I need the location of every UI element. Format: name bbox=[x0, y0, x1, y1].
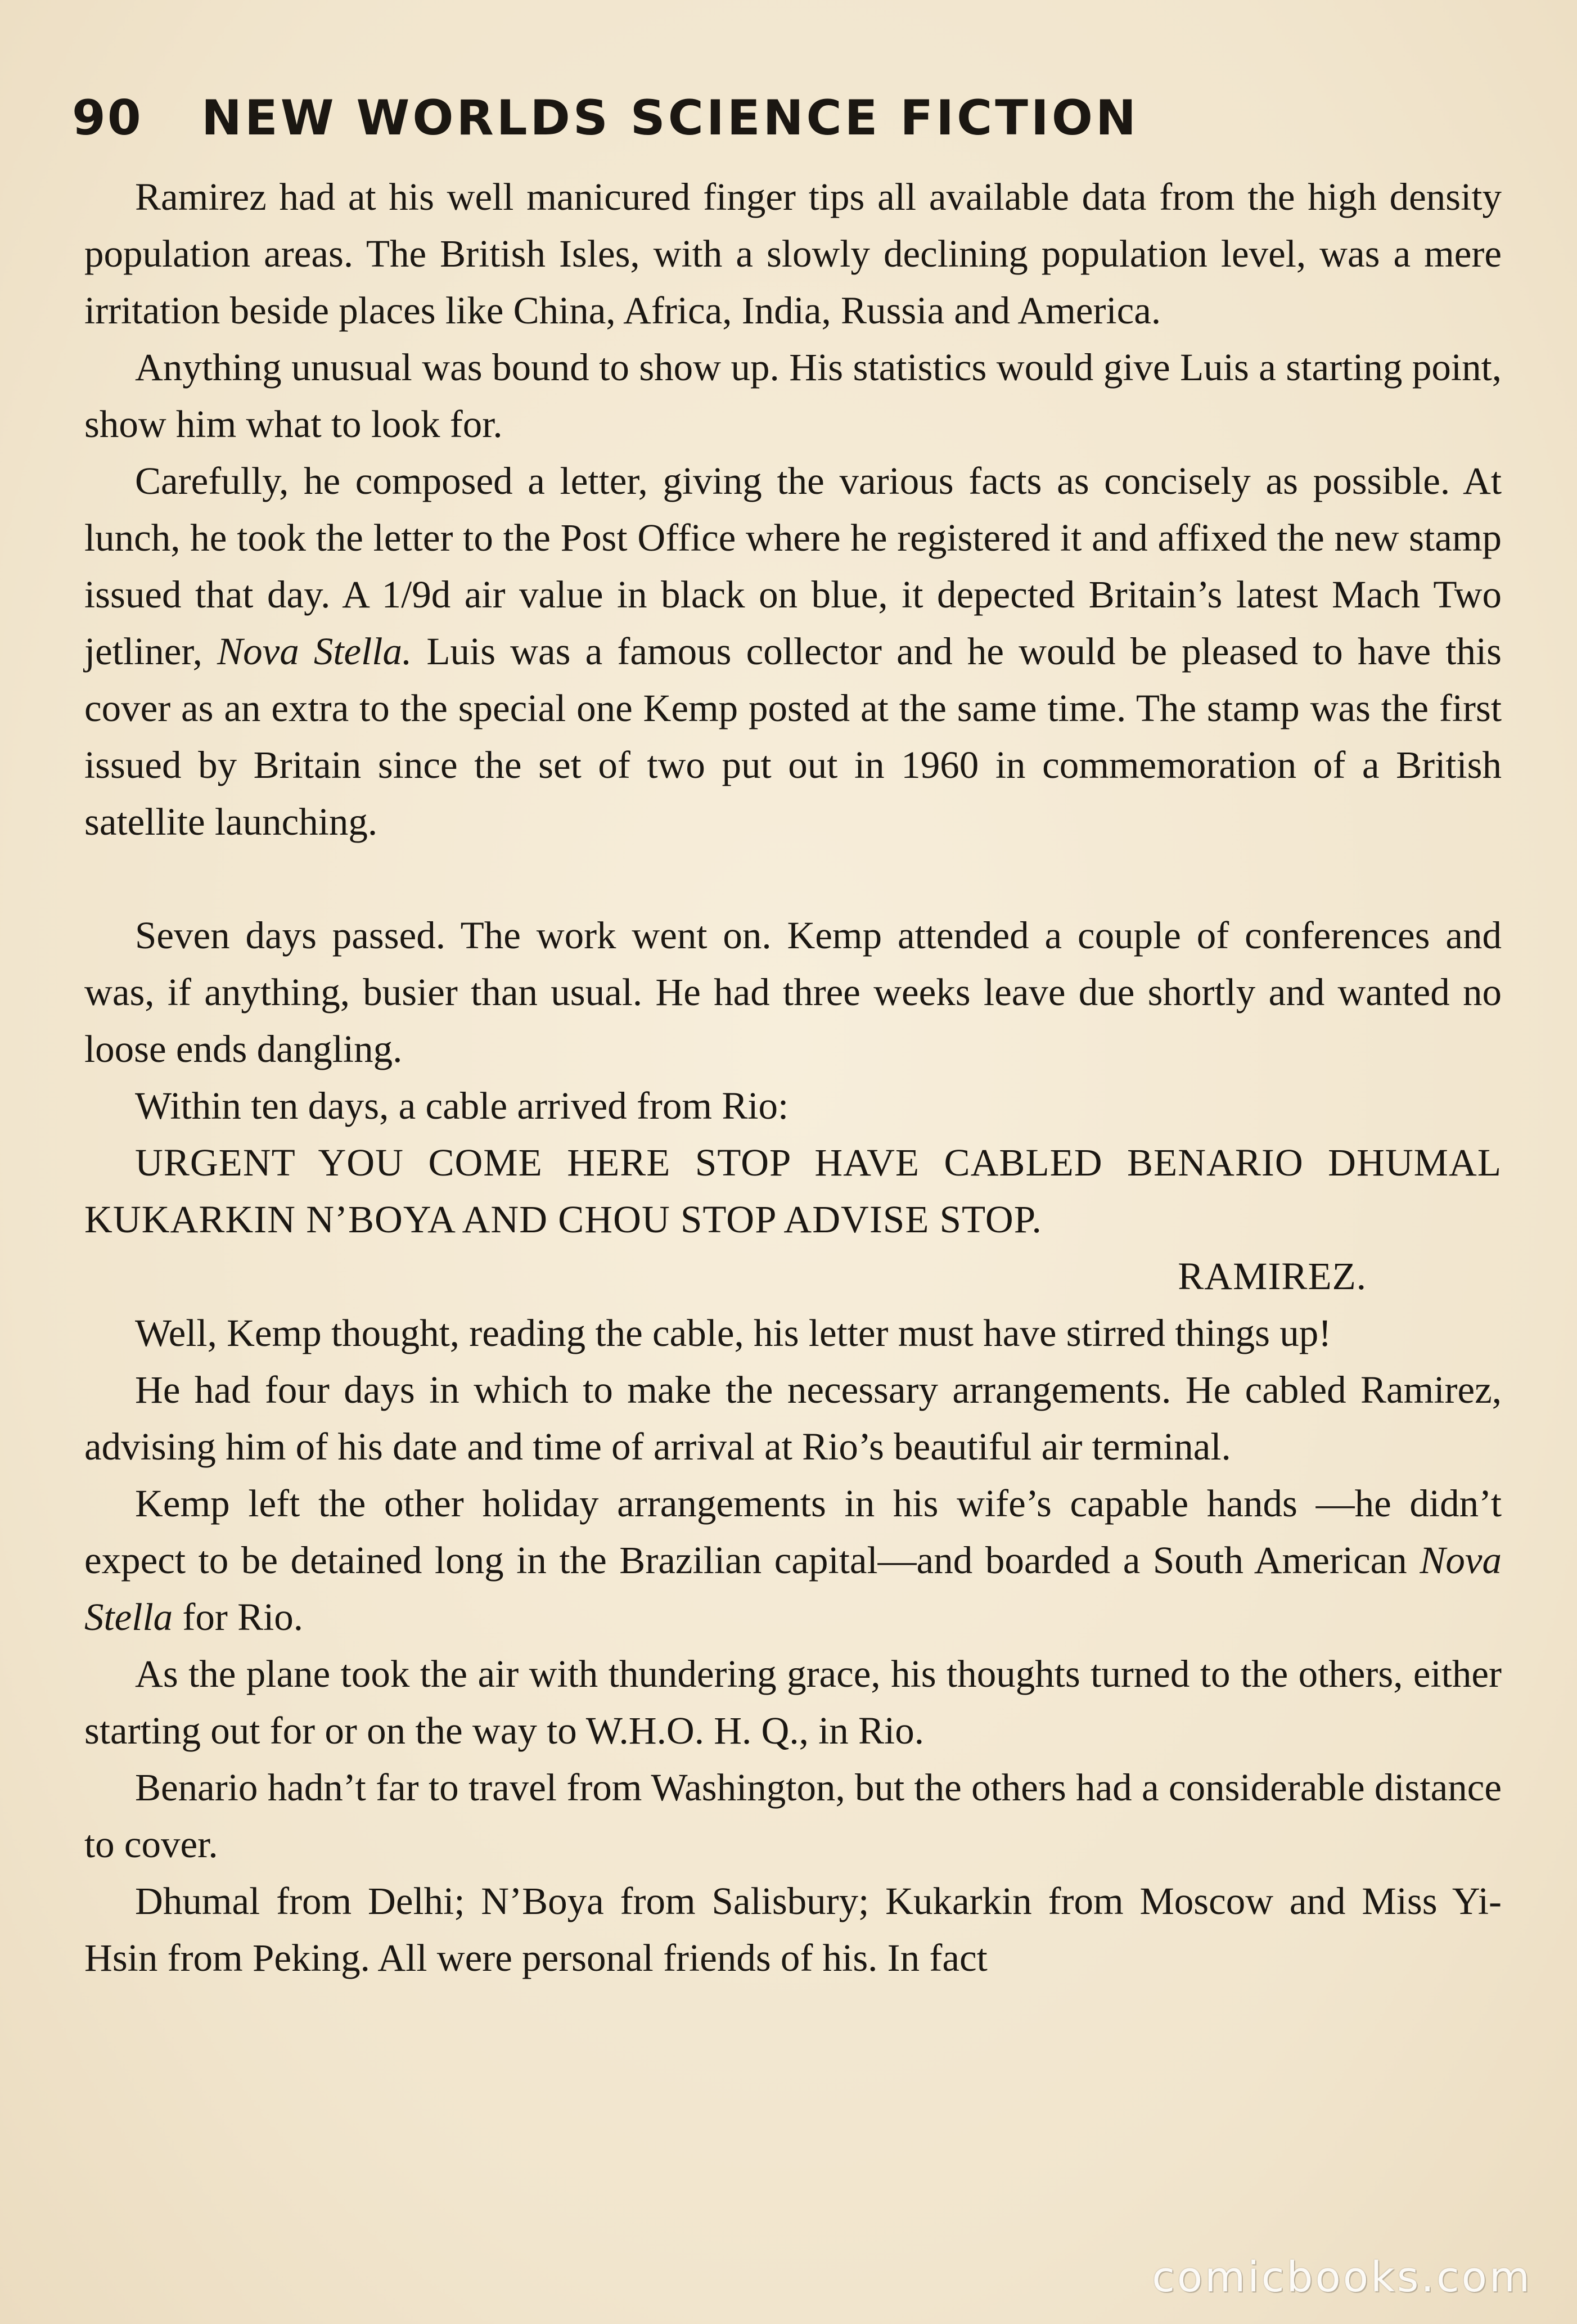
running-title: NEW WORLDS SCIENCE FICTION bbox=[201, 90, 1139, 146]
paragraph-text: Carefully, he composed a letter, giving the various facts as concisely as possible. At lunch, he took the letter to the Post Office where he registered it and affixed the new stamp issued that day. A 1/9d air value in black on blue, it depected Britain’s latest Mach Two jetliner, bbox=[84, 460, 1502, 673]
section-break bbox=[84, 850, 1502, 907]
paragraph-text: Luis was a famous collector and he would be pleased to have this cover as an extra to the special one Kemp posted at the same time. The stamp was the first issued by Britain since the set of two put out in 1960 in commemoration of a British satellite launching. bbox=[84, 630, 1502, 843]
paragraph-text: for Rio. bbox=[173, 1596, 304, 1638]
page-header bbox=[72, 79, 1523, 157]
paragraph-cable-arrived: Within ten days, a cable arrived from Rio: bbox=[135, 1084, 789, 1127]
paragraph-four-days: He had four days in which to make the necessary arrangements. He cabled Ramirez, advising him of his date and time of arrival at Rio’s beautiful air terminal. bbox=[84, 1368, 1502, 1468]
italic-ship-name: Nova Stella bbox=[84, 1539, 1502, 1638]
paragraph-composed-letter bbox=[84, 453, 1502, 850]
italic-ship-name: Nova Stella. bbox=[217, 630, 412, 673]
paragraph-text: Kemp left the other holiday arrangements in his wife’s capable hands —he didn’t expect to be detained long in the Brazilian capital—and boarded a South American bbox=[84, 1482, 1502, 1582]
page-number: 90 bbox=[72, 90, 143, 146]
paragraph-anything-unusual: Anything unusual was bound to show up. His statistics would give Luis a starting point, show him what to look for. bbox=[84, 346, 1502, 445]
paragraph-dhumal: Dhumal from Delhi; N’Boya from Salisbury; Kukarkin from Moscow and Miss Yi-Hsin from Peking. All were personal friends of his. In fact bbox=[84, 1880, 1502, 1979]
paragraph-seven-days: Seven days passed. The work went on. Kemp attended a couple of conferences and was, if anything, busier than usual. He had three weeks leave due shortly and wanted no loose ends dangling. bbox=[84, 914, 1502, 1070]
cable-message: URGENT YOU COME HERE STOP HAVE CABLED BENARIO DHUMAL KUKARKIN N’BOYA AND CHOU STOP ADVISE STOP. bbox=[84, 1141, 1502, 1241]
paragraph-stirred-things: Well, Kemp thought, reading the cable, his letter must have stirred things up! bbox=[135, 1312, 1332, 1354]
paragraph-benario: Benario hadn’t far to travel from Washington, but the others had a considerable distance to cover. bbox=[84, 1766, 1502, 1866]
paragraph-plane-took-air: As the plane took the air with thundering grace, his thoughts turned to the others, either starting out for or on the way to W.H.O. H. Q., in Rio. bbox=[84, 1652, 1502, 1752]
paragraph-ramirez-data: Ramirez had at his well manicured finger tips all available data from the high density population areas. The British Isles, with a slowly declining population level, was a mere irritation beside places like China, Africa, India, Russia and America. bbox=[84, 175, 1502, 332]
story-text bbox=[84, 169, 1502, 1987]
paragraph-holiday-arrangements bbox=[84, 1475, 1502, 1646]
watermark-logo: comicbooks.com bbox=[1152, 2253, 1532, 2302]
cable-signature: RAMIREZ. bbox=[1178, 1255, 1367, 1298]
